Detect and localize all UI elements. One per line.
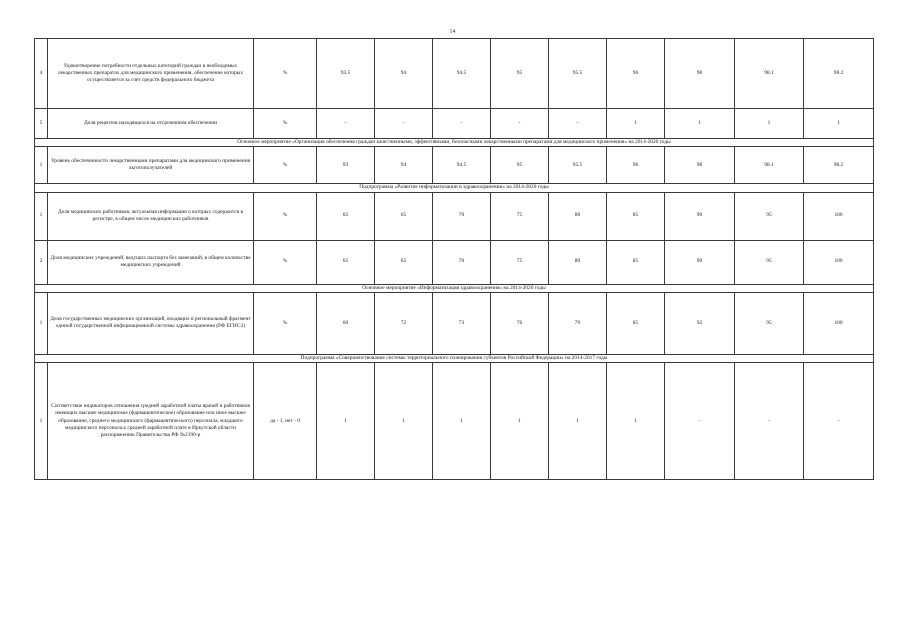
value-cell: 95 xyxy=(491,147,549,184)
value-cell: 95 xyxy=(735,192,804,240)
value-cell: 85 xyxy=(607,240,665,284)
value-cell: - xyxy=(735,363,804,480)
value-cell: - xyxy=(491,109,549,139)
value-cell: 93 xyxy=(317,147,375,184)
table-row xyxy=(35,39,874,109)
table-body xyxy=(35,39,874,480)
value-cell: 85 xyxy=(607,292,665,354)
value-cell: 65 xyxy=(317,240,375,284)
value-cell: 95.5 xyxy=(549,147,607,184)
value-cell: 94.5 xyxy=(433,147,491,184)
value-cell: 80 xyxy=(549,192,607,240)
value-cell: 1 xyxy=(317,363,375,480)
value-cell: 95.5 xyxy=(549,39,607,109)
unit-cell: % xyxy=(254,292,317,354)
value-cell: - xyxy=(665,363,735,480)
unit-cell: % xyxy=(254,192,317,240)
value-cell: - xyxy=(375,109,433,139)
indicator-name: Доля рецептов находящихся на отсроченном обеспечении xyxy=(48,109,254,139)
section-title: Основное мероприятие «Организация обеспечения граждан качественными, эффективными, безопасными лекарственными препаратами для медицинского применения» на 2014-2020 годы xyxy=(35,139,874,147)
value-cell: 65 xyxy=(375,192,433,240)
value-cell: 73 xyxy=(433,292,491,354)
value-cell: 1 xyxy=(375,363,433,480)
row-number: 1 xyxy=(35,292,48,354)
value-cell: 76 xyxy=(491,292,549,354)
table-row xyxy=(35,363,874,480)
row-number: 5 xyxy=(35,109,48,139)
row-number: 2 xyxy=(35,240,48,284)
value-cell: 1 xyxy=(433,363,491,480)
value-cell: 1 xyxy=(549,363,607,480)
indicator-name: Удовлетворение потребности отдельных категорий граждан в необходимых лекарственных препаратах для медицинского применения, обеспечение которых осуществляется за счет средств федерального бюджета xyxy=(48,39,254,109)
section-row xyxy=(35,139,874,147)
value-cell: 94 xyxy=(375,147,433,184)
section-title: Подпрограмма «Развитие информатизации в здравоохранении» на 2014-2020 годы xyxy=(35,184,874,192)
value-cell: 1 xyxy=(804,109,874,139)
unit-cell: да - 1, нет - 0 xyxy=(254,363,317,480)
indicator-name: Уровень обеспеченности лекарственными препаратами для медицинского применения льготополучателей xyxy=(48,147,254,184)
table-row xyxy=(35,192,874,240)
value-cell: 98 xyxy=(665,39,735,109)
value-cell: 75 xyxy=(491,192,549,240)
unit-cell: % xyxy=(254,39,317,109)
indicator-name: Соответствие индикаторов отношения средней заработной платы врачей и работников имеющих высшее медицинское (фармацевтическое) образование или иное высшее образование, среднего медицинского (фармацевтического) персонала, младшего медицинского персонала к средней заработной плате в Иркутской области распоряжению Правительства РФ №2190-р xyxy=(48,363,254,480)
value-cell: 100 xyxy=(804,240,874,284)
value-cell: 1 xyxy=(735,109,804,139)
indicator-name: Доля медицинских работников, актуальная информация о которых содержится в регистре, в общем числе медицинских работников xyxy=(48,192,254,240)
value-cell: 1 xyxy=(607,363,665,480)
row-number: 1 xyxy=(35,192,48,240)
value-cell: 65 xyxy=(317,192,375,240)
value-cell: 96 xyxy=(607,147,665,184)
value-cell: 65 xyxy=(375,240,433,284)
value-cell: 70 xyxy=(433,240,491,284)
value-cell: - xyxy=(317,109,375,139)
section-row xyxy=(35,184,874,192)
value-cell: 1 xyxy=(491,363,549,480)
value-cell: 98.1 xyxy=(735,147,804,184)
section-row xyxy=(35,284,874,292)
value-cell: 93.5 xyxy=(317,39,375,109)
value-cell: 98.2 xyxy=(804,39,874,109)
table-row xyxy=(35,109,874,139)
value-cell: 100 xyxy=(804,192,874,240)
value-cell: 90 xyxy=(665,240,735,284)
row-number: 4 xyxy=(35,39,48,109)
value-cell: 95 xyxy=(735,292,804,354)
value-cell: 95 xyxy=(735,240,804,284)
section-title: Основное мероприятие «Информатизация здравоохранения» на 2014-2020 годы xyxy=(35,284,874,292)
value-cell: 98 xyxy=(665,147,735,184)
value-cell: 98.1 xyxy=(735,39,804,109)
value-cell: - xyxy=(433,109,491,139)
value-cell: 75 xyxy=(491,240,549,284)
table-row xyxy=(35,292,874,354)
value-cell: 79 xyxy=(549,292,607,354)
value-cell: 1 xyxy=(607,109,665,139)
row-number: 1 xyxy=(35,363,48,480)
section-title: Подпрограмма «Совершенствование системы территориального планирования субъектов Российской Федерации» на 2014-2017 годы xyxy=(35,354,874,362)
page-number: 14 xyxy=(449,29,456,35)
value-cell: - xyxy=(804,363,874,480)
value-cell: 92 xyxy=(665,292,735,354)
indicator-name: Доля медицинских учреждений, ведущих паспорта без замечаний, в общем количестве медицинских учреждений xyxy=(48,240,254,284)
section-row xyxy=(35,354,874,362)
value-cell: 98.2 xyxy=(804,147,874,184)
row-number: 1 xyxy=(35,147,48,184)
value-cell: 90 xyxy=(665,192,735,240)
value-cell: 1 xyxy=(665,109,735,139)
value-cell: 60 xyxy=(317,292,375,354)
value-cell: 72 xyxy=(375,292,433,354)
value-cell: 70 xyxy=(433,192,491,240)
unit-cell: % xyxy=(254,109,317,139)
value-cell: 96 xyxy=(607,39,665,109)
indicators-table xyxy=(34,38,874,480)
table-row xyxy=(35,147,874,184)
value-cell: - xyxy=(549,109,607,139)
value-cell: 94.5 xyxy=(433,39,491,109)
value-cell: 80 xyxy=(549,240,607,284)
unit-cell: % xyxy=(254,147,317,184)
value-cell: 100 xyxy=(804,292,874,354)
value-cell: 94 xyxy=(375,39,433,109)
indicator-name: Доля государственных медицинских организаций, входящих в региональный фрагмент единой государственной информационной системы здравоохранения (РФ ЕГИСЗ) xyxy=(48,292,254,354)
table-row xyxy=(35,240,874,284)
value-cell: 85 xyxy=(607,192,665,240)
unit-cell: % xyxy=(254,240,317,284)
value-cell: 95 xyxy=(491,39,549,109)
